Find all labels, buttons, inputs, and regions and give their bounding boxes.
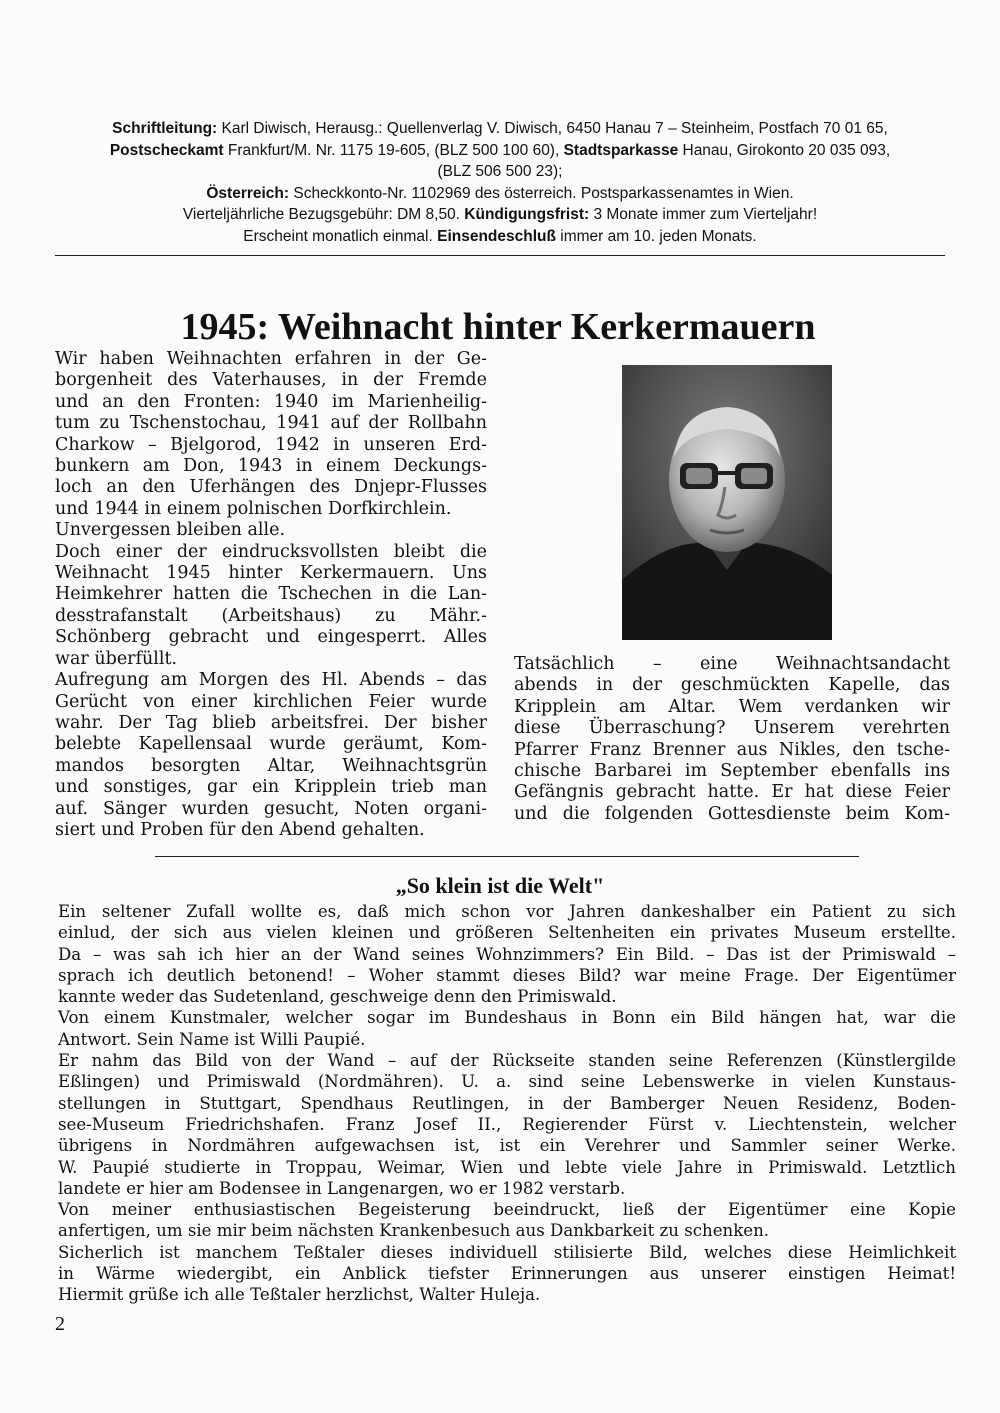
masthead-label: Kündigungsfrist:	[464, 206, 590, 223]
text-line: und an den Fronten: 1940 im Marienheilig-	[55, 391, 487, 412]
text-line: Eßlingen) und Primiswald (Nordmähren). U. a. sind seine Lebenswerke in vielen Kunstaus-	[58, 1072, 956, 1092]
text-line: stellungen in Stuttgart, Spendhaus Reutlingen, in der Bamberger Neuen Residenz, Boden-	[58, 1093, 956, 1113]
text-line: mandos besorgten Altar, Weihnachtsgrün	[55, 755, 487, 776]
text-line: wahr. Der Tag blieb arbeitsfrei. Der bisher	[55, 712, 487, 733]
text-line: Er nahm das Bild von der Wand – auf der Rückseite standen seine Referenzen (Künstlergilde	[58, 1051, 956, 1071]
text-line: Heimkehrer hatten die Tschechen in die Lan-	[55, 584, 487, 605]
masthead-label: Einsendeschluß	[437, 227, 556, 245]
text-line: borgenheit des Vaterhauses, in der Fremde	[55, 370, 487, 391]
masthead-label: Österreich:	[206, 184, 290, 202]
article-divider	[155, 856, 859, 857]
text-line: Hiermit grüße ich alle Teßtaler herzlichst, Walter Huleja.	[58, 1285, 541, 1305]
article2-headline: „So klein ist die Welt"	[395, 873, 605, 898]
text-line: Ein seltener Zufall wollte es, daß mich schon vor Jahren dankeshalber ein Patient zu sich	[58, 902, 956, 921]
text-line: tum zu Tschenstochau, 1941 auf der Rollbahn	[55, 413, 487, 434]
masthead	[55, 118, 945, 247]
masthead-text: Hanau, Girokonto 20 035 093,	[678, 141, 891, 159]
text-line: landete er hier am Bodensee in Langenargen, wo er 1982 verstarb.	[58, 1178, 626, 1198]
text-line: Weihnacht 1945 hinter Kerkermauern. Uns	[55, 563, 487, 584]
page-number: 2	[55, 1313, 65, 1335]
portrait-image	[622, 365, 832, 640]
masthead-line	[55, 118, 945, 140]
text-line: siert und Proben für den Abend gehalten.	[55, 819, 425, 840]
text-line: bunkern am Don, 1943 in einem Deckungs-	[55, 456, 487, 477]
text-line: W. Paupié studierte in Troppau, Weimar, Wien und lebte viele Jahre in Primiswald. Letztlich	[58, 1157, 956, 1177]
masthead-text: Karl Diwisch, Herausg.: Quellenverlag V. Diwisch, 6450 Hanau 7 – Steinheim, Postfach 70 01 65,	[217, 120, 888, 137]
masthead-text: Erscheint monatlich einmal.	[243, 227, 438, 245]
text-line: see-Museum Friedrichshafen. Franz Josef II., Regierender Fürst v. Liechtenstein, welcher	[58, 1114, 956, 1134]
text-line: Pfarrer Franz Brenner aus Nikles, den tsche-	[514, 739, 950, 760]
text-line: Kripplein am Altar. Wem verdanken wir	[514, 696, 950, 717]
masthead-line	[55, 226, 945, 248]
text-line: Doch einer der eindrucksvollsten bleibt die	[55, 541, 487, 562]
text-line: Von meiner enthusiastischen Begeisterung beeindruckt, ließ der Eigentümer eine Kopie	[58, 1200, 956, 1220]
masthead-label: Postscheckamt	[109, 141, 224, 159]
text-line: diese Überraschung? Unserem verehrten	[514, 718, 950, 739]
masthead-line	[55, 161, 945, 183]
text-line: auf. Sänger wurden gesucht, Noten organi-	[55, 798, 487, 819]
article-column-right	[514, 654, 950, 825]
article-column-left	[55, 349, 487, 841]
text-line: übrigens in Nordmähren aufgewachsen ist, ist ein Verehrer und Sammler seiner Werke.	[58, 1136, 956, 1156]
text-line: Tatsächlich – eine Weihnachtsandacht	[514, 654, 950, 674]
text-line: abends in der geschmückten Kapelle, das	[514, 675, 950, 696]
masthead-divider	[55, 255, 945, 256]
text-line: in Wärme wiedergibt, ein Anblick tiefster Erinnerungen aus unserer einstigen Heimat!	[58, 1264, 956, 1284]
text-line: und sonstiges, gar ein Kripplein trieb man	[55, 777, 487, 798]
text-line: Gefängnis gebracht hatte. Er hat diese Feier	[514, 782, 950, 803]
masthead-label: Stadtsparkasse	[563, 141, 679, 159]
masthead-text: (BLZ 506 500 23);	[437, 163, 563, 180]
text-line: chische Barbarei im September ebenfalls ins	[514, 761, 950, 782]
text-line: anfertigen, um sie mir beim nächsten Krankenbesuch aus Dankbarkeit zu schenken.	[58, 1221, 770, 1241]
masthead-line	[55, 140, 945, 162]
text-line: loch an den Uferhängen des Dnjepr-Flusses	[55, 477, 487, 498]
text-line: sprach ich deutlich betonend! – Woher stammt dieses Bild? war meine Frage. Der Eigentümer	[58, 965, 956, 985]
portrait-photo	[622, 365, 832, 640]
masthead-label: Schriftleitung:	[112, 120, 218, 137]
text-line: und 1944 in einem polnischen Dorfkirchlein.	[55, 498, 452, 519]
text-line: einlud, der sich aus vielen kleinen und größeren Seltenheiten ein privates Museum erstellte.	[58, 923, 956, 943]
text-line: Antwort. Sein Name ist Willi Paupié.	[58, 1029, 366, 1049]
article2-body	[58, 901, 956, 1306]
text-line: kannte weder das Sudetenland, geschweige denn den Primiswald.	[58, 987, 617, 1007]
text-line: und die folgenden Gottesdienste beim Kom-	[514, 803, 950, 824]
masthead-text: Scheckkonto-Nr. 1102969 des österreich. Postsparkassenamtes in Wien.	[289, 184, 794, 202]
text-line: war überfüllt.	[55, 648, 178, 669]
masthead-line	[55, 183, 945, 205]
text-line: Gerücht von einer kirchlichen Feier wurde	[55, 691, 487, 712]
text-line: desstrafanstalt (Arbeitshaus) zu Mähr.-	[55, 605, 487, 626]
masthead-text: Frankfurt/M. Nr. 1175 19-605, (BLZ 500 100 60),	[223, 141, 564, 159]
masthead-line	[55, 204, 945, 226]
text-line: Sicherlich ist manchem Teßtaler dieses individuell stilisierte Bild, welches diese Heimlichkeit	[58, 1242, 956, 1262]
text-line: Schönberg gebracht und eingesperrt. Alles	[55, 627, 487, 648]
masthead-text: immer am 10. jeden Monats.	[555, 227, 757, 245]
text-line: Da – was sah ich hier an der Wand seines Wohnzimmers? Ein Bild. – Das ist der Primiswald –	[58, 944, 956, 964]
masthead-text: 3 Monate immer zum Vierteljahr!	[589, 206, 818, 223]
text-line: Wir haben Weihnachten erfahren in der Ge-	[55, 349, 487, 369]
article-headline: 1945: Weihnacht hinter Kerkermauern	[180, 306, 816, 348]
text-line: Charkow – Bjelgorod, 1942 in unseren Erd-	[55, 434, 487, 455]
text-line: Unvergessen bleiben alle.	[55, 520, 286, 541]
text-line: Aufregung am Morgen des Hl. Abends – das	[55, 670, 487, 691]
text-line: Von einem Kunstmaler, welcher sogar im Bundeshaus in Bonn ein Bild hängen hat, war die	[58, 1008, 956, 1028]
text-line: belebte Kapellensaal wurde geräumt, Kom-	[55, 734, 487, 755]
masthead-text: Vierteljährliche Bezugsgebühr: DM 8,50.	[182, 206, 465, 223]
